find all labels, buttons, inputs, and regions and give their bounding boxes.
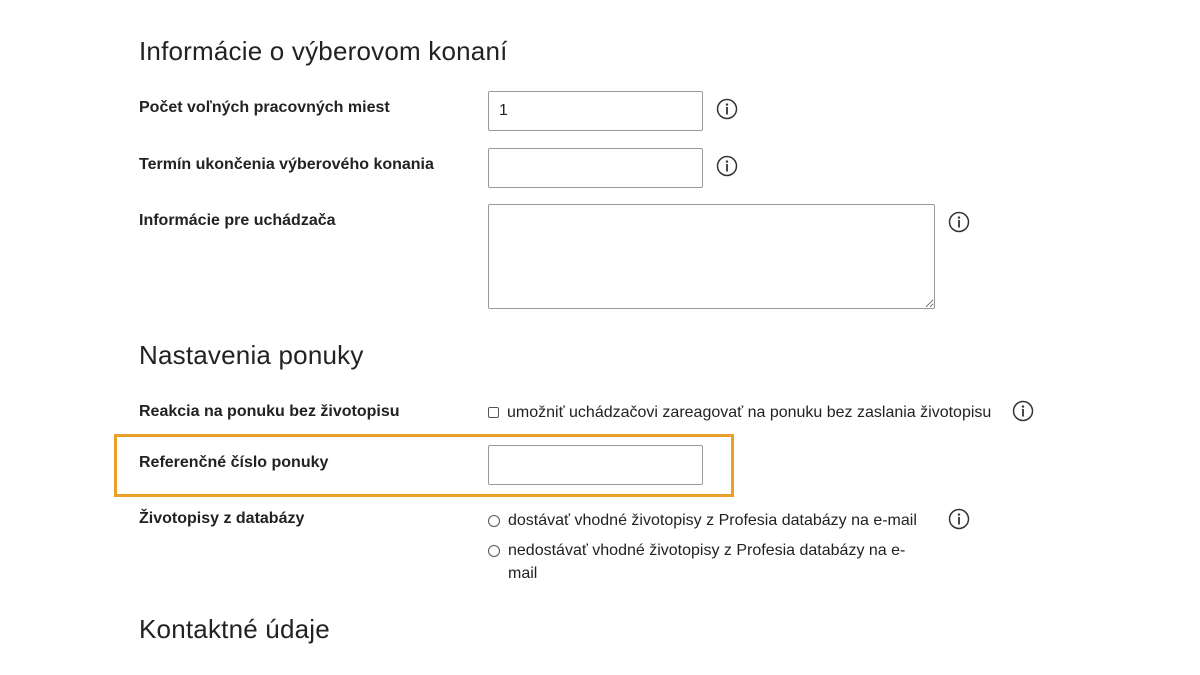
- reference-number-label: Referenčné číslo ponuky: [139, 454, 329, 471]
- applicant-info-label: Informácie pre uchádzača: [139, 212, 336, 229]
- no-cv-reaction-option-label: umožniť uchádzačovi zareagovať na ponuku bez zaslania životopisu: [507, 404, 992, 421]
- cv-database-option-decline-label: nedostávať vhodné životopisy z Profesia databázy na e-mail: [508, 542, 906, 582]
- vacancies-input[interactable]: [488, 91, 703, 131]
- cv-database-option-receive[interactable]: [488, 511, 928, 532]
- info-icon[interactable]: [948, 508, 970, 530]
- reference-number-input[interactable]: [488, 445, 703, 485]
- cv-database-option-decline[interactable]: [488, 541, 918, 585]
- info-icon[interactable]: [1012, 400, 1034, 422]
- info-icon[interactable]: [716, 155, 738, 177]
- no-cv-reaction-option[interactable]: [488, 403, 991, 424]
- vacancies-label: Počet voľných pracovných miest: [139, 99, 390, 116]
- info-icon[interactable]: [716, 98, 738, 120]
- deadline-label: Termín ukončenia výberového konania: [139, 156, 434, 173]
- info-icon[interactable]: [948, 211, 970, 233]
- cv-database-option-receive-label: dostávať vhodné životopisy z Profesia databázy na e-mail: [508, 512, 917, 529]
- cv-database-label: Životopisy z databázy: [139, 510, 305, 527]
- no-cv-reaction-checkbox[interactable]: [488, 407, 499, 418]
- applicant-info-textarea[interactable]: [488, 204, 935, 309]
- section-title-offer-settings: Nastavenia ponuky: [139, 340, 364, 370]
- cv-database-radio-receive[interactable]: [488, 515, 500, 527]
- section-title-selection: Informácie o výberovom konaní: [139, 36, 508, 66]
- section-title-contact: Kontaktné údaje: [139, 614, 330, 644]
- no-cv-reaction-label: Reakcia na ponuku bez životopisu: [139, 403, 400, 420]
- deadline-input[interactable]: [488, 148, 703, 188]
- cv-database-radio-decline[interactable]: [488, 545, 500, 557]
